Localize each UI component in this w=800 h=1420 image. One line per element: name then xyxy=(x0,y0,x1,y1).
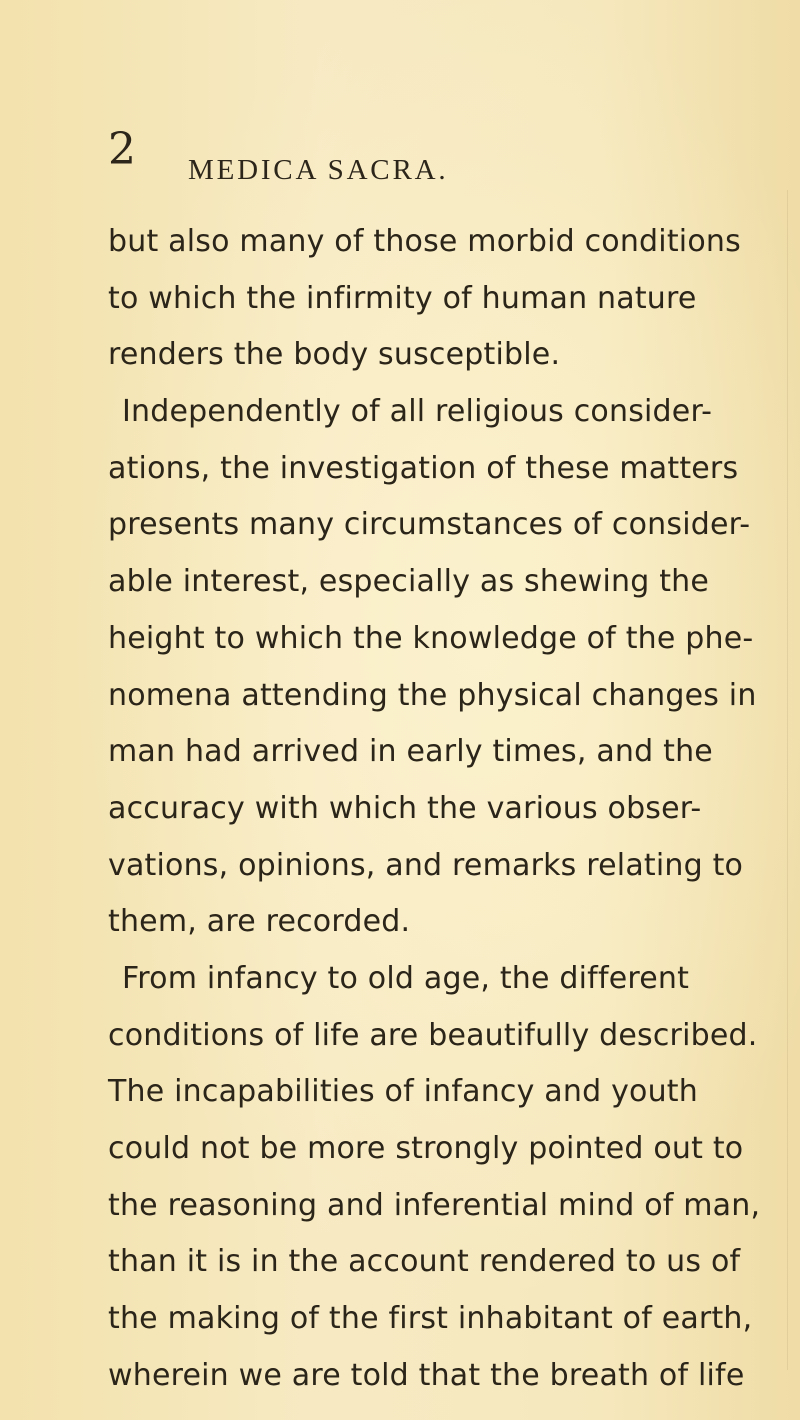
text-line: the making of the first inhabitant of earth, xyxy=(108,1301,753,1337)
text-line: height to which the knowledge of the phe- xyxy=(108,620,754,656)
page-number: 2 xyxy=(108,124,136,175)
text-line: could not be more strongly pointed out to xyxy=(108,1131,744,1166)
text-line: vations, opinions, and remarks relating to xyxy=(108,847,744,883)
text-line: than it is in the account rendered to us of xyxy=(108,1244,741,1280)
text-line: able interest, especially as shewing the xyxy=(108,564,710,600)
page-edge-shadow xyxy=(787,190,788,1370)
text-line: conditions of life are beautifully described. xyxy=(108,1017,758,1053)
running-head: MEDICA SACRA. xyxy=(188,154,449,186)
text-line: From infancy to old age, the different xyxy=(122,960,690,996)
text-line: ations, the investigation of these matters xyxy=(108,450,739,486)
text-line: presents many circumstances of consider- xyxy=(108,507,751,543)
text-line: renders the body susceptible. xyxy=(108,337,561,373)
text-line: man had arrived in early times, and the xyxy=(108,734,713,770)
text-line: to which the infirmity of human nature xyxy=(108,280,697,316)
text-line: nomena attending the physical changes in xyxy=(108,677,757,713)
text-line: them, are recorded. xyxy=(108,904,411,940)
text-line: The incapabilities of infancy and youth xyxy=(108,1074,698,1110)
text-line: Independently of all religious consider- xyxy=(122,394,713,430)
text-line: accuracy with which the various obser- xyxy=(108,790,702,826)
text-line: wherein we are told that the breath of life xyxy=(108,1357,745,1393)
text-line: the reasoning and inferential mind of man, xyxy=(108,1187,761,1223)
text-line: but also many of those morbid conditions xyxy=(108,224,741,259)
body-text xyxy=(108,214,761,1404)
